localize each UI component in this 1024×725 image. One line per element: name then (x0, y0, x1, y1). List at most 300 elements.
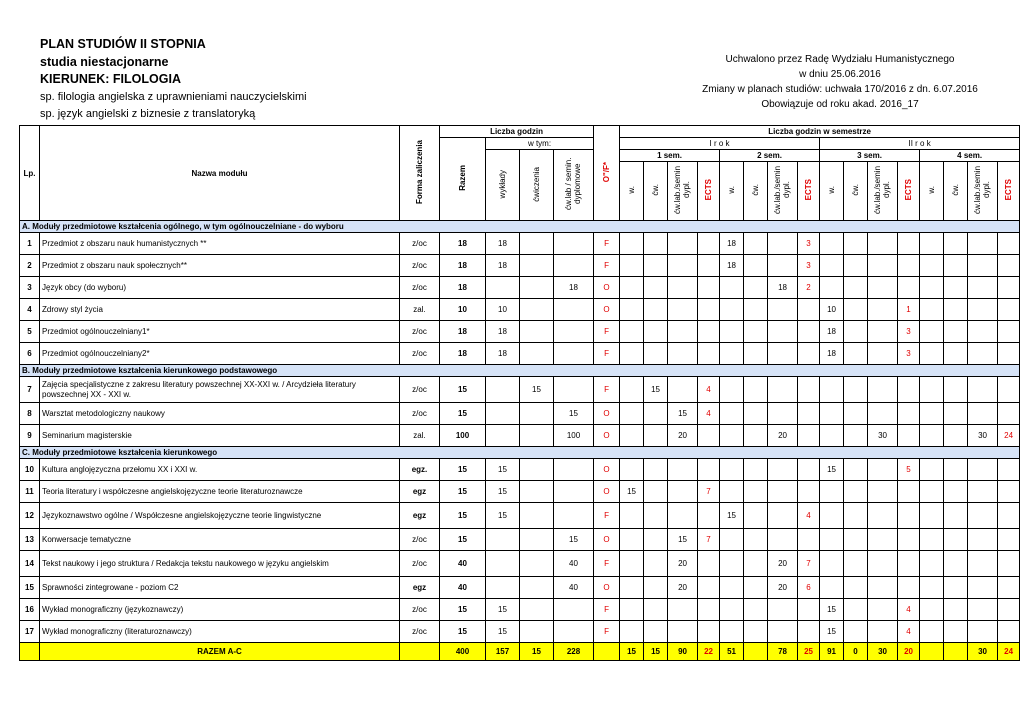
study-plan-table (19, 125, 1020, 661)
semester-cell (868, 529, 898, 551)
sub-w-sem1 (620, 162, 644, 221)
sub-w-sem3 (820, 162, 844, 221)
sub-lab-sem2 (768, 162, 798, 221)
total-hours: 18 (440, 277, 486, 299)
assessment-form: z/oc (400, 255, 440, 277)
row-number: 8 (20, 403, 40, 425)
row-number: 12 (20, 503, 40, 529)
module-name: Przedmiot z obszaru nauk społecznych** (40, 255, 400, 277)
assessment-form: zal. (400, 299, 440, 321)
semester-cell (998, 255, 1020, 277)
total-semester-cell: 15 (644, 643, 668, 661)
sub-cw-label: ćw. (851, 184, 861, 196)
semester-cell: 15 (668, 529, 698, 551)
semester-cell (798, 377, 820, 403)
semester-cell (698, 321, 720, 343)
specialization-2: sp. język angielski z biznesie z translatoryką (40, 108, 256, 120)
semester-cell (668, 481, 698, 503)
semester-cell (820, 481, 844, 503)
semester-cell (698, 577, 720, 599)
semester-cell (698, 621, 720, 643)
semester-cell (998, 343, 1020, 365)
semester-cell: 18 (820, 321, 844, 343)
semester-cell: 15 (820, 599, 844, 621)
sub-ects-sem4 (998, 162, 1020, 221)
semester-cell (998, 299, 1020, 321)
lecture-hours: 18 (486, 321, 520, 343)
module-name: Język obcy (do wyboru) (40, 277, 400, 299)
total-semester-cell: 78 (768, 643, 798, 661)
semester-cell: 7 (698, 481, 720, 503)
semester-cell (968, 529, 998, 551)
semester-cell (744, 377, 768, 403)
assessment-form: zal. (400, 425, 440, 447)
col-forma-label: Forma zaliczenia (415, 139, 424, 205)
semester-cell (644, 255, 668, 277)
assessment-form: egz (400, 577, 440, 599)
semester-cell (620, 621, 644, 643)
sub-ects-sem1 (698, 162, 720, 221)
semester-cell (668, 503, 698, 529)
exercise-hours (520, 481, 554, 503)
semester-cell (720, 621, 744, 643)
semester-cell (844, 377, 868, 403)
sub-lab-label: ćw.lab./semin dypl. (772, 165, 791, 215)
semester-cell (968, 459, 998, 481)
exercise-hours (520, 299, 554, 321)
sub-ects-label: ECTS (1004, 179, 1014, 201)
semester-cell (620, 503, 644, 529)
obligatory-facultative: O (594, 299, 620, 321)
lab-hours: 18 (554, 277, 594, 299)
sub-ects-sem2 (798, 162, 820, 221)
semester-cell (820, 551, 844, 577)
approval-line-3: Zmiany w planach studiów: uchwała 170/2016 z dn. 6.07.2016 (702, 84, 978, 95)
semester-cell (744, 577, 768, 599)
assessment-form: egz (400, 503, 440, 529)
exercise-hours (520, 233, 554, 255)
semester-cell (920, 577, 944, 599)
row-number: 17 (20, 621, 40, 643)
semester-cell (698, 503, 720, 529)
semester-cell: 7 (698, 529, 720, 551)
semester-cell (844, 621, 868, 643)
total-semester-cell: 15 (620, 643, 644, 661)
row-number: 14 (20, 551, 40, 577)
total-hours: 15 (440, 529, 486, 551)
semester-cell (698, 233, 720, 255)
semester-cell (998, 321, 1020, 343)
total-hours: 15 (440, 403, 486, 425)
semester-cell (644, 599, 668, 621)
semester-cell (620, 277, 644, 299)
semester-cell (798, 425, 820, 447)
total-hours: 18 (440, 321, 486, 343)
semester-cell (898, 377, 920, 403)
total-semester-cell: 30 (868, 643, 898, 661)
semester-cell (968, 503, 998, 529)
lab-hours (554, 299, 594, 321)
semester-cell (720, 599, 744, 621)
semester-cell (920, 621, 944, 643)
total-hours: 18 (440, 343, 486, 365)
lecture-hours (486, 577, 520, 599)
row-number: 2 (20, 255, 40, 277)
module-name: Zdrowy styl życia (40, 299, 400, 321)
lab-hours: 100 (554, 425, 594, 447)
semester-cell (768, 481, 798, 503)
semester-cell (844, 277, 868, 299)
semester-cell: 2 (798, 277, 820, 299)
assessment-form: z/oc (400, 321, 440, 343)
col-wyklady-label: wykłady (498, 169, 507, 199)
semester-cell (620, 577, 644, 599)
obligatory-facultative: O (594, 403, 620, 425)
semester-cell (844, 599, 868, 621)
semester-cell (920, 321, 944, 343)
col-hours: Liczba godzin (440, 126, 594, 138)
sub-cw-sem3 (844, 162, 868, 221)
semester-cell (644, 529, 668, 551)
table-row (20, 481, 1020, 503)
semester-cell (668, 377, 698, 403)
semester-cell (820, 425, 844, 447)
section-heading: A. Moduły przedmiotowe kształcenia ogólnego, w tym ogólnouczelniane - do wyboru (20, 221, 1020, 233)
lab-hours (554, 233, 594, 255)
semester-cell (998, 551, 1020, 577)
total-semester-cell (944, 643, 968, 661)
semester-cell (644, 277, 668, 299)
semester-cell (998, 577, 1020, 599)
semester-cell (744, 621, 768, 643)
approval-info (690, 52, 990, 112)
semester-cell (968, 255, 998, 277)
semester-cell (944, 551, 968, 577)
approval-line-2: w dniu 25.06.2016 (799, 69, 881, 80)
lecture-hours: 15 (486, 481, 520, 503)
semester-cell (820, 277, 844, 299)
exercise-hours (520, 321, 554, 343)
semester-cell (744, 403, 768, 425)
semester-cell: 18 (720, 233, 744, 255)
sub-cw-label: ćw. (651, 184, 661, 196)
obligatory-facultative: F (594, 377, 620, 403)
lab-hours (554, 255, 594, 277)
module-name: Seminarium magisterskie (40, 425, 400, 447)
section-heading: B. Moduły przedmiotowe kształcenia kierunkowego podstawowego (20, 365, 1020, 377)
lecture-hours: 15 (486, 459, 520, 481)
exercise-hours (520, 459, 554, 481)
exercise-hours (520, 599, 554, 621)
semester-cell: 1 (898, 299, 920, 321)
semester-cell (998, 459, 1020, 481)
obligatory-facultative: F (594, 551, 620, 577)
semester-cell (644, 577, 668, 599)
semester-cell (620, 377, 644, 403)
semester-cell (998, 529, 1020, 551)
section-row (20, 447, 1020, 459)
semester-cell (920, 403, 944, 425)
semester-cell (998, 599, 1020, 621)
semester-cell (844, 425, 868, 447)
row-number: 15 (20, 577, 40, 599)
assessment-form: z/oc (400, 529, 440, 551)
semester-cell (744, 233, 768, 255)
total-semester-cell (744, 643, 768, 661)
semester-cell (844, 551, 868, 577)
col-of (594, 126, 620, 221)
semester-cell: 20 (768, 577, 798, 599)
obligatory-facultative: O (594, 459, 620, 481)
total-semester-cell: 51 (720, 643, 744, 661)
semester-cell (968, 403, 998, 425)
semester-cell (798, 621, 820, 643)
lecture-hours (486, 277, 520, 299)
semester-cell (820, 255, 844, 277)
semester-cell (920, 255, 944, 277)
exercise-hours (520, 277, 554, 299)
lab-hours: 15 (554, 403, 594, 425)
semester-cell (944, 425, 968, 447)
semester-cell (898, 577, 920, 599)
section-heading: C. Moduły przedmiotowe kształcenia kierunkowego (20, 447, 1020, 459)
semester-cell (668, 621, 698, 643)
semester-cell (620, 255, 644, 277)
semester-cell (898, 529, 920, 551)
semester-cell (844, 321, 868, 343)
row-number: 9 (20, 425, 40, 447)
lecture-hours: 15 (486, 621, 520, 643)
lab-hours: 15 (554, 529, 594, 551)
semester-cell (698, 277, 720, 299)
semester-cell (944, 503, 968, 529)
exercise-hours (520, 425, 554, 447)
semester-cell (898, 503, 920, 529)
plan-title: PLAN STUDIÓW II STOPNIA (40, 37, 206, 51)
row-number: 16 (20, 599, 40, 621)
semester-cell (744, 277, 768, 299)
semester-cell (798, 459, 820, 481)
lecture-hours: 15 (486, 599, 520, 621)
semester-cell: 15 (820, 621, 844, 643)
semester-cell (720, 321, 744, 343)
semester-cell (844, 577, 868, 599)
semester-cell (744, 299, 768, 321)
semester-cell (998, 481, 1020, 503)
row-number: 13 (20, 529, 40, 551)
semester-cell (968, 233, 998, 255)
module-name: Przedmiot z obszaru nauk humanistycznych ** (40, 233, 400, 255)
obligatory-facultative: F (594, 321, 620, 343)
semester-cell (944, 343, 968, 365)
approval-line-1: Uchwalono przez Radę Wydziału Humanistycznego (725, 54, 955, 65)
assessment-form: z/oc (400, 377, 440, 403)
semester-cell (644, 425, 668, 447)
module-name: Kultura anglojęzyczna przełomu XX i XXI w. (40, 459, 400, 481)
lab-hours: 40 (554, 577, 594, 599)
col-sem-1: 1 sem. (620, 150, 720, 162)
semester-cell (944, 233, 968, 255)
lab-hours (554, 343, 594, 365)
semester-cell (620, 599, 644, 621)
semester-cell (944, 621, 968, 643)
semester-cell (868, 343, 898, 365)
semester-cell (668, 255, 698, 277)
semester-cell (644, 403, 668, 425)
semester-cell: 7 (798, 551, 820, 577)
semester-cell (868, 277, 898, 299)
total-hours: 10 (440, 299, 486, 321)
col-cwlab (554, 150, 594, 221)
semester-cell (768, 321, 798, 343)
exercise-hours (520, 343, 554, 365)
semester-cell: 18 (820, 343, 844, 365)
semester-cell (698, 343, 720, 365)
semester-cell (768, 621, 798, 643)
semester-cell (768, 403, 798, 425)
sub-w-sem2 (720, 162, 744, 221)
semester-cell: 20 (668, 551, 698, 577)
col-name: Nazwa modułu (40, 126, 400, 221)
semester-cell: 4 (698, 377, 720, 403)
assessment-form: z/oc (400, 343, 440, 365)
obligatory-facultative: O (594, 481, 620, 503)
total-label: RAZEM A-C (40, 643, 400, 661)
semester-cell (744, 343, 768, 365)
semester-cell (768, 299, 798, 321)
exercise-hours (520, 403, 554, 425)
total-forma (400, 643, 440, 661)
semester-cell (720, 277, 744, 299)
module-name: Przedmiot ogólnouczelniany1* (40, 321, 400, 343)
semester-cell (920, 459, 944, 481)
sub-ects-label: ECTS (904, 179, 914, 201)
exercise-hours (520, 621, 554, 643)
lecture-hours (486, 377, 520, 403)
semester-cell (744, 425, 768, 447)
field-of-study: KIERUNEK: FILOLOGIA (40, 72, 181, 86)
semester-cell (620, 425, 644, 447)
semester-cell (620, 299, 644, 321)
semester-cell (968, 577, 998, 599)
semester-cell: 3 (798, 255, 820, 277)
semester-cell (744, 529, 768, 551)
sub-cw-label: ćw. (951, 184, 961, 196)
assessment-form: z/oc (400, 599, 440, 621)
semester-cell (868, 459, 898, 481)
semester-cell (868, 503, 898, 529)
semester-cell (768, 599, 798, 621)
semester-cell (844, 233, 868, 255)
semester-cell (620, 321, 644, 343)
semester-cell (720, 299, 744, 321)
total-semester-cell: 30 (968, 643, 998, 661)
semester-cell (968, 277, 998, 299)
semester-cell (868, 599, 898, 621)
semester-cell (820, 403, 844, 425)
sub-lab-sem3 (868, 162, 898, 221)
assessment-form: z/oc (400, 551, 440, 577)
semester-cell (920, 481, 944, 503)
obligatory-facultative: O (594, 577, 620, 599)
total-lectures: 157 (486, 643, 520, 661)
semester-cell (644, 343, 668, 365)
semester-cell (768, 529, 798, 551)
total-semester-cell: 22 (698, 643, 720, 661)
semester-cell (868, 577, 898, 599)
total-razem: 400 (440, 643, 486, 661)
col-forma (400, 126, 440, 221)
table-row (20, 599, 1020, 621)
lecture-hours: 18 (486, 233, 520, 255)
semester-cell (944, 277, 968, 299)
obligatory-facultative: O (594, 529, 620, 551)
total-hours: 15 (440, 481, 486, 503)
semester-cell (844, 343, 868, 365)
sub-cw-label: ćw. (751, 184, 761, 196)
semester-cell (798, 481, 820, 503)
semester-cell (968, 377, 998, 403)
semester-cell (744, 321, 768, 343)
table-row (20, 299, 1020, 321)
semester-cell (944, 577, 968, 599)
semester-cell (844, 255, 868, 277)
module-name: Przedmiot ogólnouczelniany2* (40, 343, 400, 365)
semester-cell: 15 (644, 377, 668, 403)
semester-cell: 4 (898, 599, 920, 621)
semester-cell (644, 299, 668, 321)
total-semester-cell: 25 (798, 643, 820, 661)
semester-cell (920, 377, 944, 403)
semester-cell (920, 599, 944, 621)
obligatory-facultative: F (594, 233, 620, 255)
semester-cell (798, 299, 820, 321)
sub-w-label: w. (827, 186, 837, 194)
semester-cell (968, 299, 998, 321)
total-row (20, 643, 1020, 661)
lecture-hours (486, 529, 520, 551)
semester-cell: 20 (668, 577, 698, 599)
semester-cell (644, 551, 668, 577)
semester-cell (998, 233, 1020, 255)
semester-cell (620, 343, 644, 365)
table-row (20, 233, 1020, 255)
semester-cell (898, 403, 920, 425)
semester-cell (844, 299, 868, 321)
semester-cell (644, 621, 668, 643)
semester-cell (968, 599, 998, 621)
semester-cell (644, 503, 668, 529)
semester-cell: 15 (620, 481, 644, 503)
semester-cell (820, 529, 844, 551)
exercise-hours (520, 503, 554, 529)
sub-lab-sem1 (668, 162, 698, 221)
semester-cell (844, 529, 868, 551)
semester-cell (920, 233, 944, 255)
total-semester-cell: 90 (668, 643, 698, 661)
semester-cell: 30 (968, 425, 998, 447)
sub-cw-sem4 (944, 162, 968, 221)
semester-cell (668, 459, 698, 481)
row-number: 5 (20, 321, 40, 343)
lab-hours (554, 599, 594, 621)
total-hours: 18 (440, 233, 486, 255)
total-semester-cell: 24 (998, 643, 1020, 661)
total-exercises: 15 (520, 643, 554, 661)
total-hours: 15 (440, 459, 486, 481)
exercise-hours (520, 255, 554, 277)
semester-cell (698, 255, 720, 277)
